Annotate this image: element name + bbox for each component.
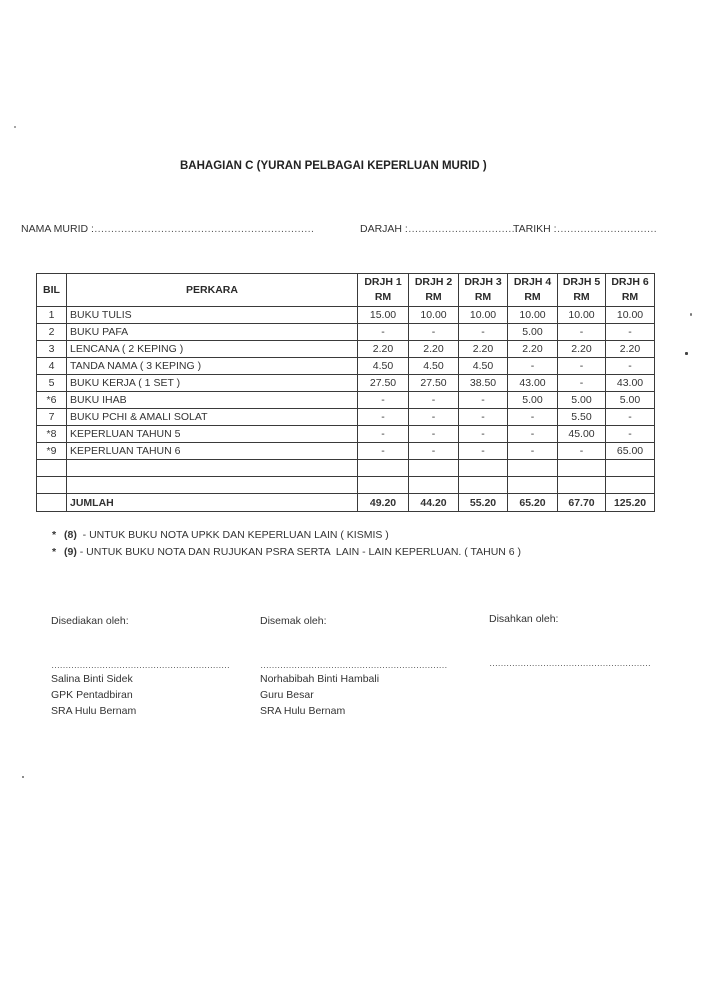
row-drjh-4: - xyxy=(508,409,558,426)
header-drjh-2: DRJH 2 RM xyxy=(409,274,459,307)
row-drjh-2: - xyxy=(409,392,459,409)
row-bil: *6 xyxy=(37,392,67,409)
page-title: BAHAGIAN C (YURAN PELBAGAI KEPERLUAN MURID ) xyxy=(180,160,487,172)
signature-label: Disemak oleh: xyxy=(260,615,327,627)
scan-speck xyxy=(685,352,688,355)
table-row xyxy=(37,341,655,358)
table-row xyxy=(37,307,655,324)
signatory-name: Norhabibah Binti Hambali xyxy=(260,673,380,685)
footnote-text: - UNTUK BUKU NOTA DAN RUJUKAN PSRA SERTA LAIN - LAIN KEPERLUAN. ( TAHUN 6 ) xyxy=(76,546,522,558)
footnote-ref: (8) xyxy=(64,529,77,541)
signature-label: Disahkan oleh: xyxy=(489,613,559,625)
row-item: BUKU KERJA ( 1 SET ) xyxy=(67,375,358,392)
row-drjh-4: 5.00 xyxy=(508,324,558,341)
row-drjh-3: 4.50 xyxy=(459,358,508,375)
table-row xyxy=(37,409,655,426)
row-drjh-4: - xyxy=(508,426,558,443)
row-bil: *9 xyxy=(37,443,67,460)
row-drjh-6: 43.00 xyxy=(606,375,655,392)
row-bil: 5 xyxy=(37,375,67,392)
class-blank: …………………………… xyxy=(407,223,518,235)
row-bil: 2 xyxy=(37,324,67,341)
row-drjh-2 xyxy=(409,460,459,477)
row-bil: 3 xyxy=(37,341,67,358)
row-item: LENCANA ( 2 KEPING ) xyxy=(67,341,358,358)
row-drjh-4: 5.00 xyxy=(508,392,558,409)
row-drjh-2: 2.20 xyxy=(409,341,459,358)
signatory-school: SRA Hulu Bernam xyxy=(260,705,346,717)
row-bil: 7 xyxy=(37,409,67,426)
row-drjh-5: - xyxy=(558,443,606,460)
row-drjh-6: - xyxy=(606,426,655,443)
row-drjh-1: 27.50 xyxy=(358,375,409,392)
row-drjh-6: 10.00 xyxy=(606,307,655,324)
row-drjh-5 xyxy=(558,460,606,477)
row-drjh-1: 4.50 xyxy=(358,358,409,375)
row-drjh-1 xyxy=(358,460,409,477)
table-row xyxy=(37,324,655,341)
row-drjh-2: 10.00 xyxy=(409,307,459,324)
row-drjh-3: 10.00 xyxy=(459,307,508,324)
row-drjh-4: 2.20 xyxy=(508,341,558,358)
row-drjh-3: - xyxy=(459,426,508,443)
row-drjh-5: 5.50 xyxy=(558,409,606,426)
table-row xyxy=(37,392,655,409)
class-label: DARJAH : xyxy=(360,223,408,235)
row-drjh-4: - xyxy=(508,358,558,375)
total-bil xyxy=(37,494,67,512)
row-item: BUKU IHAB xyxy=(67,392,358,409)
row-drjh-3: 38.50 xyxy=(459,375,508,392)
total-drjh-4: 65.20 xyxy=(508,494,558,512)
row-item: BUKU TULIS xyxy=(67,307,358,324)
row-item: KEPERLUAN TAHUN 6 xyxy=(67,443,358,460)
row-drjh-1: - xyxy=(358,426,409,443)
table-row xyxy=(37,426,655,443)
bullet-star-icon: * xyxy=(52,529,57,541)
student-name-blank: ………………………………………………………… xyxy=(93,223,314,235)
row-drjh-1: 15.00 xyxy=(358,307,409,324)
total-drjh-6: 125.20 xyxy=(606,494,655,512)
footnote-9 xyxy=(52,544,521,561)
row-item: BUKU PCHI & AMALI SOLAT xyxy=(67,409,358,426)
header-perkara: PERKARA xyxy=(67,274,358,307)
row-drjh-5: - xyxy=(558,324,606,341)
row-item: KEPERLUAN TAHUN 5 xyxy=(67,426,358,443)
signature-line: ……………………………………………………… xyxy=(51,660,230,670)
header-drjh-4: DRJH 4 RM xyxy=(508,274,558,307)
row-drjh-5 xyxy=(558,477,606,494)
row-drjh-1: - xyxy=(358,392,409,409)
row-drjh-6 xyxy=(606,477,655,494)
signature-label: Disediakan oleh: xyxy=(51,615,129,627)
row-drjh-2: 27.50 xyxy=(409,375,459,392)
table-header-row xyxy=(37,274,655,307)
table-row xyxy=(37,358,655,375)
row-item xyxy=(67,477,358,494)
signatory-name: Salina Binti Sidek xyxy=(51,673,133,685)
total-drjh-1: 49.20 xyxy=(358,494,409,512)
signatory-school: SRA Hulu Bernam xyxy=(51,705,137,717)
row-bil: 4 xyxy=(37,358,67,375)
signature-line: ………………………………………………… xyxy=(489,658,651,668)
row-drjh-2: - xyxy=(409,443,459,460)
footnotes xyxy=(52,527,521,561)
row-drjh-5: 45.00 xyxy=(558,426,606,443)
row-bil: 1 xyxy=(37,307,67,324)
total-drjh-2: 44.20 xyxy=(409,494,459,512)
signature-approved-by xyxy=(489,611,651,669)
row-drjh-1: 2.20 xyxy=(358,341,409,358)
row-drjh-4: 10.00 xyxy=(508,307,558,324)
table-row-empty xyxy=(37,460,655,477)
row-drjh-1 xyxy=(358,477,409,494)
header-drjh-3: DRJH 3 RM xyxy=(459,274,508,307)
row-drjh-5: 2.20 xyxy=(558,341,606,358)
row-drjh-3 xyxy=(459,460,508,477)
row-drjh-4 xyxy=(508,477,558,494)
row-drjh-1: - xyxy=(358,409,409,426)
fee-table xyxy=(36,273,655,512)
total-drjh-3: 55.20 xyxy=(459,494,508,512)
header-bil: BIL xyxy=(37,274,67,307)
row-drjh-2 xyxy=(409,477,459,494)
row-drjh-3: - xyxy=(459,392,508,409)
date-field xyxy=(513,223,657,235)
row-drjh-5: 10.00 xyxy=(558,307,606,324)
row-item: TANDA NAMA ( 3 KEPING ) xyxy=(67,358,358,375)
row-drjh-4: 43.00 xyxy=(508,375,558,392)
row-bil xyxy=(37,460,67,477)
table-row-empty xyxy=(37,477,655,494)
row-drjh-6 xyxy=(606,460,655,477)
signatory-position: Guru Besar xyxy=(260,689,314,701)
scan-speck xyxy=(14,126,16,128)
row-drjh-4: - xyxy=(508,443,558,460)
table-row xyxy=(37,443,655,460)
signatory-position: GPK Pentadbiran xyxy=(51,689,133,701)
row-drjh-6: - xyxy=(606,324,655,341)
class-field xyxy=(360,223,518,235)
table-row xyxy=(37,375,655,392)
total-drjh-5: 67.70 xyxy=(558,494,606,512)
row-drjh-6: - xyxy=(606,358,655,375)
row-drjh-3: - xyxy=(459,409,508,426)
header-drjh-5: DRJH 5 RM xyxy=(558,274,606,307)
student-name-field xyxy=(21,223,314,235)
row-item: BUKU PAFA xyxy=(67,324,358,341)
date-label: TARIKH : xyxy=(513,223,557,235)
row-drjh-1: - xyxy=(358,324,409,341)
row-drjh-2: - xyxy=(409,324,459,341)
row-drjh-5: - xyxy=(558,375,606,392)
row-drjh-6: 2.20 xyxy=(606,341,655,358)
row-drjh-6: 65.00 xyxy=(606,443,655,460)
header-drjh-6: DRJH 6 RM xyxy=(606,274,655,307)
row-drjh-3 xyxy=(459,477,508,494)
bullet-star-icon: * xyxy=(52,546,57,558)
header-drjh-1: DRJH 1 RM xyxy=(358,274,409,307)
row-drjh-2: - xyxy=(409,409,459,426)
scan-speck xyxy=(22,776,24,778)
total-label: JUMLAH xyxy=(67,494,358,512)
row-drjh-2: - xyxy=(409,426,459,443)
scan-speck xyxy=(690,313,692,316)
row-drjh-5: 5.00 xyxy=(558,392,606,409)
row-drjh-1: - xyxy=(358,443,409,460)
signature-prepared-by xyxy=(51,613,230,719)
row-drjh-5: - xyxy=(558,358,606,375)
row-drjh-2: 4.50 xyxy=(409,358,459,375)
signature-checked-by xyxy=(260,613,447,719)
student-name-label: NAMA MURID : xyxy=(21,223,94,235)
footnote-ref: (9) xyxy=(64,546,77,558)
row-item xyxy=(67,460,358,477)
footnote-text: - UNTUK BUKU NOTA UPKK DAN KEPERLUAN LAIN ( KISMIS ) xyxy=(76,529,389,541)
row-drjh-6: - xyxy=(606,409,655,426)
table-total-row xyxy=(37,494,655,512)
row-bil xyxy=(37,477,67,494)
footnote-8 xyxy=(52,527,521,544)
row-bil: *8 xyxy=(37,426,67,443)
row-drjh-6: 5.00 xyxy=(606,392,655,409)
date-blank: ………………………… xyxy=(556,223,657,235)
row-drjh-4 xyxy=(508,460,558,477)
signature-line: ………………………………………………………… xyxy=(260,660,447,670)
row-drjh-3: - xyxy=(459,324,508,341)
row-drjh-3: - xyxy=(459,443,508,460)
row-drjh-3: 2.20 xyxy=(459,341,508,358)
